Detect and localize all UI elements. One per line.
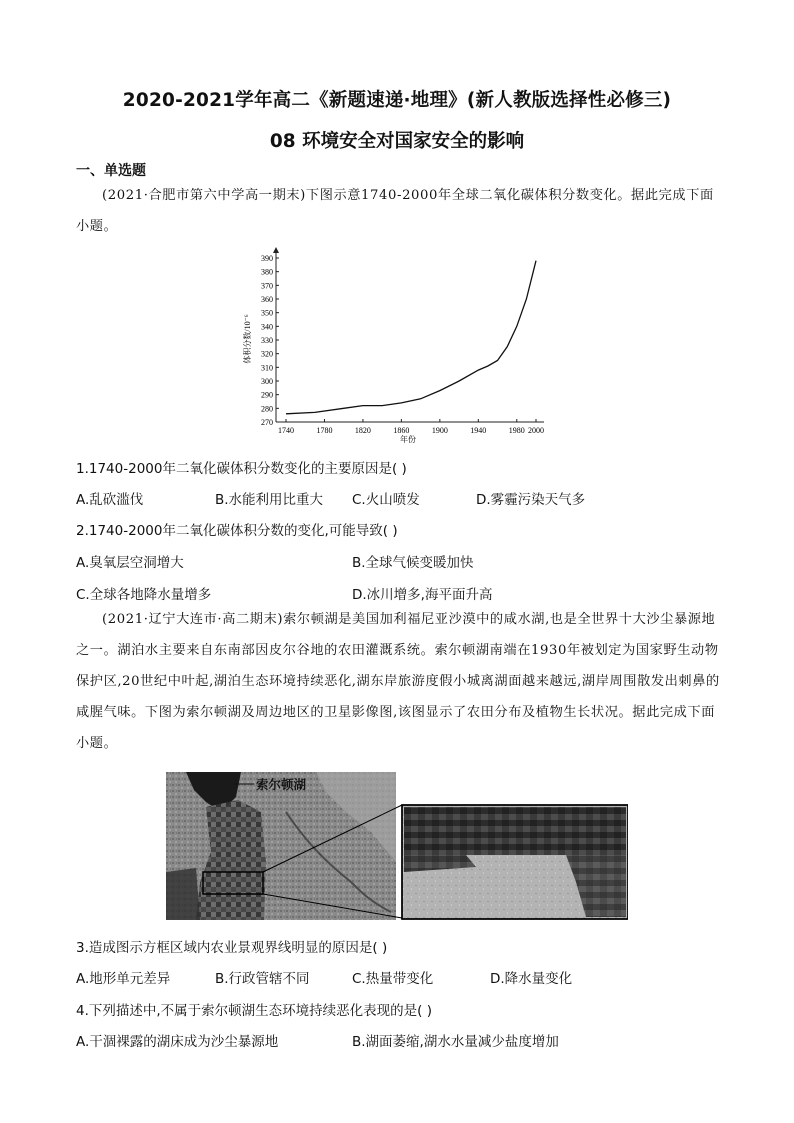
q1-option-c[interactable]: C.火山喷发 <box>352 492 420 508</box>
x-tick-label: 1820 <box>354 426 371 435</box>
satellite-image <box>166 772 628 920</box>
y-tick-label: 280 <box>261 404 273 414</box>
y-tick-label: 330 <box>261 336 273 345</box>
y-tick-label: 290 <box>261 390 273 400</box>
x-axis-label: 年份 <box>400 435 416 444</box>
q3-option-b[interactable]: B.行政管辖不同 <box>215 971 310 987</box>
y-tick-label: 350 <box>261 308 273 318</box>
q4-option-a[interactable]: A.干涸裸露的湖床成为沙尘暴源地 <box>76 1034 279 1050</box>
q3-option-d[interactable]: D.降水量变化 <box>490 971 573 987</box>
y-tick-label: 320 <box>261 349 273 359</box>
y-tick-label: 380 <box>261 267 273 277</box>
q1-option-b[interactable]: B.水能利用比重大 <box>215 492 324 508</box>
passage-2: (2021·辽宁大连市·高二期末)索尔顿湖是美国加利福尼亚沙漠中的咸水湖,也是全世界十大沙尘暴源地之一。湖泊水主要来自东南部因皮尔谷地的农田灌溉系统。索尔顿湖南端在1930年被划定为国家野生动物保护区,20世纪中叶起,湖泊生态环境持续恶化,湖东岸旅游度假小城离湖面越来越远,湖岸周围散发出刺鼻的咸腥气味。下图为索尔顿湖及周边地区的卫星影像图,该图显示了农田分布及植物生长状况。据此完成下面小题。 <box>76 612 720 751</box>
x-tick-label: 1980 <box>508 426 525 435</box>
y-tick-label: 300 <box>261 377 273 386</box>
q4-option-b[interactable]: B.湖面萎缩,湖水水量减少盐度增加 <box>352 1034 559 1050</box>
y-axis-label: 体积分数/10⁻⁶ <box>243 314 252 364</box>
co2-chart <box>236 244 556 444</box>
x-tick-label: 1900 <box>431 426 448 435</box>
y-tick-label: 310 <box>261 363 273 373</box>
passage-1: (2021·合肥市第六中学高一期末)下图示意1740-2000年全球二氧化碳体积分数变化。据此完成下面小题。 <box>76 188 714 234</box>
x-tick-label: 1740 <box>278 426 294 435</box>
q1-option-d[interactable]: D.雾霾污染天气多 <box>476 492 586 508</box>
q2-option-d[interactable]: D.冰川增多,海平面升高 <box>352 587 493 603</box>
y-tick-label: 360 <box>261 295 273 304</box>
co2-series-line <box>286 261 536 414</box>
q2-option-a[interactable]: A.臭氧层空洞增大 <box>76 555 184 571</box>
y-tick-label: 270 <box>261 418 273 427</box>
y-tick-label: 340 <box>261 322 273 332</box>
x-tick-label: 1940 <box>470 426 487 435</box>
question-1: 1.1740-2000年二氧化碳体积分数变化的主要原因是( ) <box>76 461 407 477</box>
y-tick-label: 370 <box>261 281 273 291</box>
section-heading: 一、单选题 <box>76 163 146 179</box>
question-4: 4.下列描述中,不属于索尔顿湖生态环境持续恶化表现的是( ) <box>76 1003 432 1019</box>
x-tick-label: 2000 <box>528 426 544 435</box>
x-tick-label: 1860 <box>393 426 410 435</box>
q2-option-c[interactable]: C.全球各地降水量增多 <box>76 587 212 603</box>
map-label: 索尔顿湖 <box>256 778 307 792</box>
x-tick-label: 1780 <box>316 426 333 435</box>
q3-option-a[interactable]: A.地形单元差异 <box>76 971 171 987</box>
q2-option-b[interactable]: B.全球气候变暖加快 <box>352 555 474 571</box>
question-2: 2.1740-2000年二氧化碳体积分数的变化,可能导致( ) <box>76 523 398 539</box>
q3-option-c[interactable]: C.热量带变化 <box>352 971 434 987</box>
doc-title: 2020-2021学年高二《新题速递·地理》(新人教版选择性必修三) <box>122 90 672 111</box>
question-3: 3.造成图示方框区域内农业景观界线明显的原因是( ) <box>76 940 388 956</box>
q1-option-a[interactable]: A.乱砍滥伐 <box>76 492 144 508</box>
y-tick-label: 390 <box>261 254 273 263</box>
doc-subtitle: 08 环境安全对国家安全的影响 <box>269 131 525 152</box>
